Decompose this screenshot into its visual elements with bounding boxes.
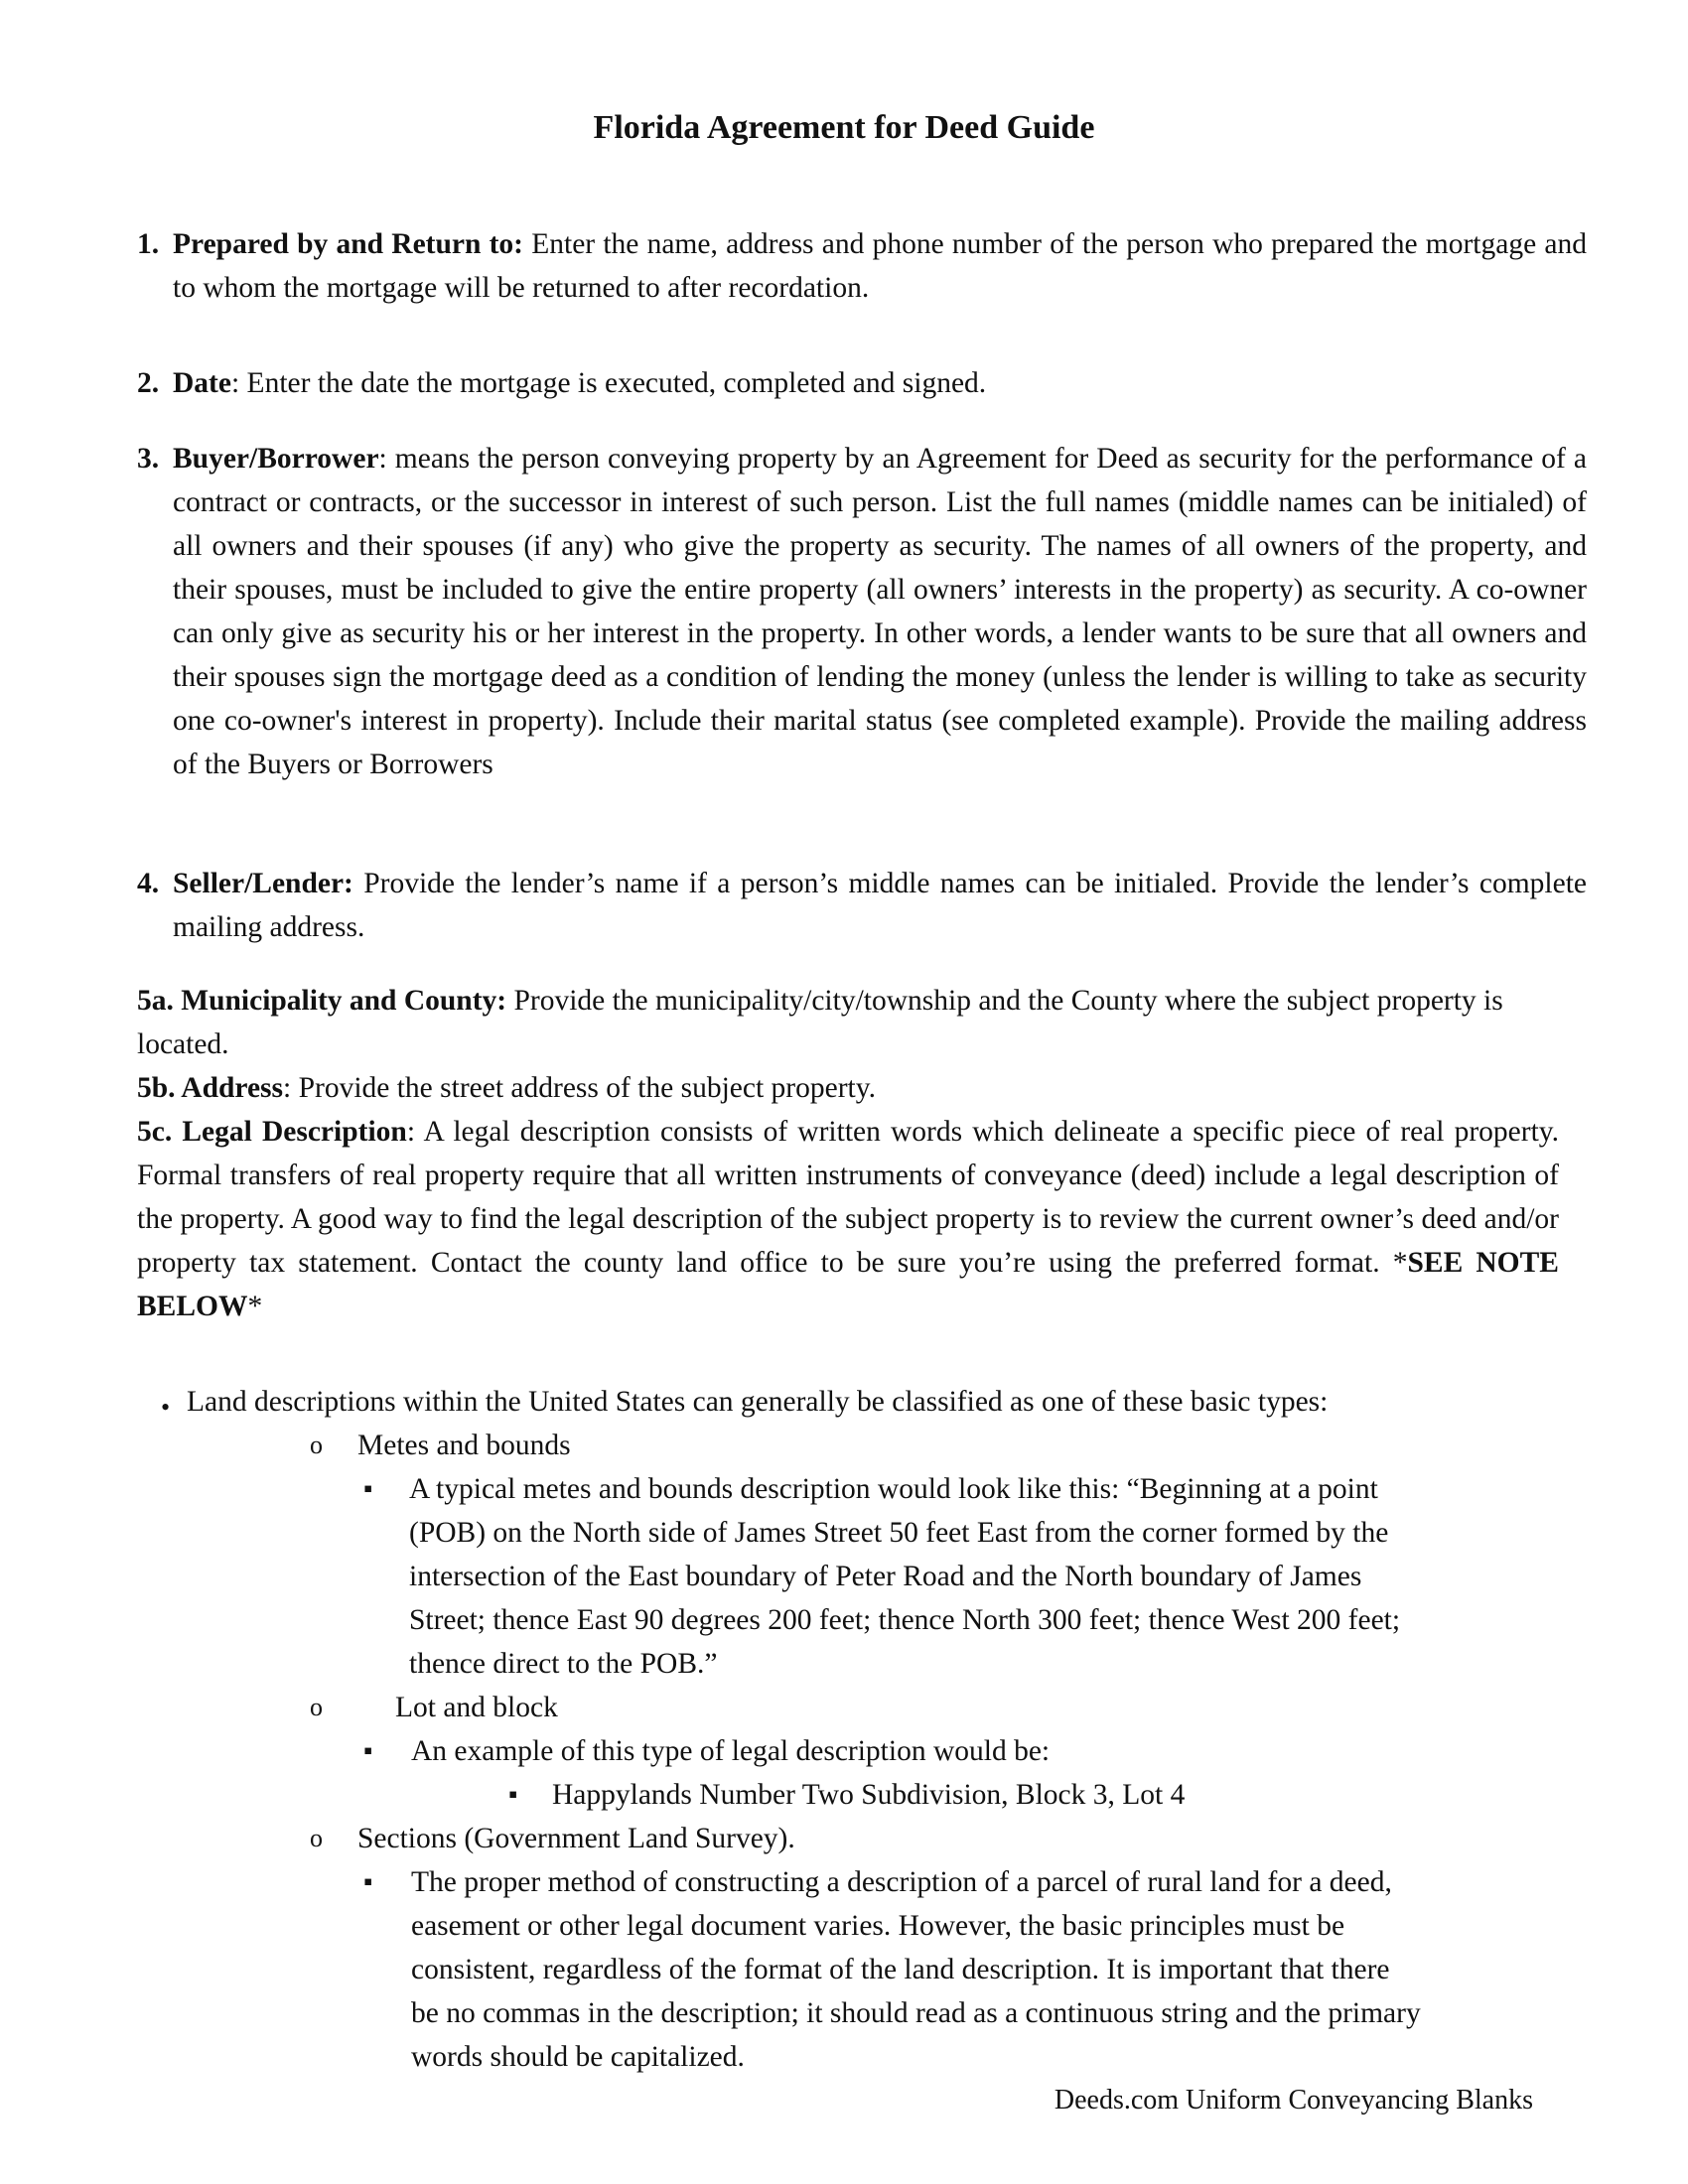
bullet-square: ▪ — [508, 1780, 518, 1809]
item-content — [173, 862, 1587, 949]
sections-example-line: The proper method of constructing a description of a parcel of rural land for a deed, — [411, 1866, 1392, 1898]
item-label: Prepared by and Return to: — [173, 228, 524, 260]
bullet-circle: o — [310, 1824, 323, 1852]
footer-text: Deeds.com Uniform Conveyancing Blanks — [1054, 2085, 1533, 2116]
bullet-circle: o — [310, 1693, 323, 1721]
bullet-square: ▪ — [363, 1736, 373, 1765]
item-seller-lender — [137, 862, 1587, 949]
item-label: Buyer/Borrower — [173, 443, 379, 475]
bullet-square: ▪ — [363, 1474, 373, 1503]
metes-example-line: A typical metes and bounds description would look like this: “Beginning at a point — [409, 1473, 1378, 1505]
item-text: : means the person conveying property by an Agreement for Deed as security for the performance of a contract or contracts, or the successor in interest of such person. List the full names (middle names can be initialed) of all owners and their spouses (if any) who give the property as security. The names of all owners of the property, and their spouses, must be included to give the entire property (all owners’ interests in the property) as security. A co-owner can only give as security his or her interest in the property. In other words, a lender wants to be sure that all owners and their spouses sign the mortgage deed as a condition of lending the money (unless the lender is willing to take as security one co-owner's interest in property). Include their marital status (see completed example). Provide the mailing address of the Buyers or Borrowers — [173, 443, 1587, 780]
item-text: : A legal description consists of written words which delineate a specific piece of real property. Formal transfers of real property require that all written instruments of conveyance (deed) include a legal description of the property. A good way to find the legal description of the subject property is to review the current owner’s deed and/or property tax statement. Contact the county land office to be sure you’re using the preferred format. * — [137, 1116, 1559, 1279]
item-label: Seller/Lender: — [173, 868, 353, 899]
page-title: Florida Agreement for Deed Guide — [593, 109, 1095, 146]
note-reference: SEE NOTE BELOW — [137, 1247, 1559, 1322]
bullet-disc: • — [161, 1393, 171, 1422]
lot-example-intro: An example of this type of legal description would be: — [411, 1735, 1051, 1767]
item-number: 3. — [137, 443, 160, 475]
item-date — [137, 361, 1587, 405]
sections-example-line: consistent, regardless of the format of the land description. It is important that there — [411, 1954, 1390, 1985]
metes-example-line: Street; thence East 90 degrees 200 feet; thence North 300 feet; thence West 200 feet; — [409, 1604, 1401, 1636]
sections-example-line: easement or other legal document varies. However, the basic principles must be — [411, 1910, 1345, 1942]
item-text: Provide the municipality/city/township and the County where the subject property is located. — [137, 985, 1503, 1060]
item-content — [173, 222, 1587, 310]
item-content — [173, 437, 1587, 786]
list-item-metes: Metes and bounds — [357, 1430, 571, 1461]
item-label: 5c. Legal Description — [137, 1116, 407, 1148]
item-text: Enter the name, address and phone number of the person who prepared the mortgage and to whom the mortgage will be returned to after recordation. — [173, 228, 1588, 304]
item-municipality-county — [137, 979, 1547, 1066]
lot-example-value: Happylands Number Two Subdivision, Block 3, Lot 4 — [552, 1779, 1186, 1811]
item-label: 5b. Address — [137, 1072, 284, 1104]
item-text: : Enter the date the mortgage is executed, completed and signed. — [230, 367, 987, 399]
item-text: Provide the lender’s name if a person’s middle names can be initialed. Provide the lender’s complete mailing address. — [173, 868, 1587, 943]
item-text: : Provide the street address of the subject property. — [283, 1072, 876, 1104]
bullet-circle: o — [310, 1431, 323, 1459]
list-item-sections: Sections (Government Land Survey). — [357, 1823, 795, 1854]
sections-example-line: be no commas in the description; it should read as a continuous string and the primary — [411, 1997, 1421, 2029]
list-item-lot-block: Lot and block — [395, 1692, 558, 1723]
item-address — [137, 1066, 1587, 1110]
item-legal-description — [137, 1110, 1559, 1328]
item-content — [173, 361, 1587, 405]
metes-example-line: intersection of the East boundary of Peter Road and the North boundary of James — [409, 1561, 1362, 1592]
item-label: Date — [173, 367, 231, 399]
list-item-main: Land descriptions within the United States can generally be classified as one of these basic types: — [187, 1386, 1329, 1418]
item-prepared-by — [137, 222, 1587, 310]
item-number: 4. — [137, 868, 160, 899]
note-end: * — [247, 1291, 263, 1322]
item-number: 2. — [137, 367, 160, 399]
sections-example-line: words should be capitalized. — [411, 2041, 745, 2073]
metes-example-line: thence direct to the POB.” — [409, 1648, 718, 1680]
bullet-square: ▪ — [363, 1867, 373, 1896]
item-number: 1. — [137, 228, 160, 260]
metes-example-line: (POB) on the North side of James Street 50 feet East from the corner formed by the — [409, 1517, 1389, 1549]
item-label: 5a. Municipality and County: — [137, 985, 507, 1017]
item-buyer-borrower — [137, 437, 1587, 786]
